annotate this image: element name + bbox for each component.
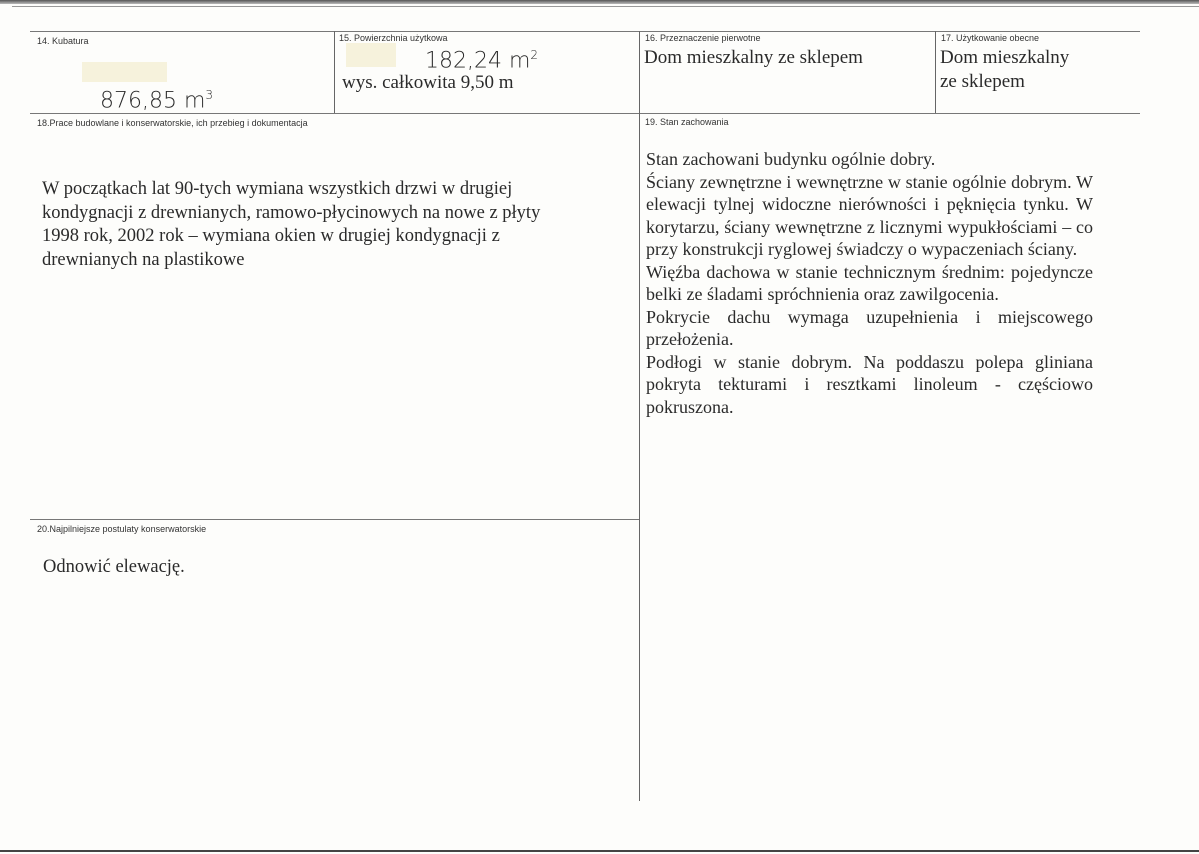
paragraph: Ściany zewnętrzne i wewnętrzne w stanie ogólnie dobrym. W elewacji tylnej widoczne nierówności i pęknięcia tynku. W korytarzu, ściany wewnętrzne z licznymi wypukłościami – co przy konstrukcji ryglowej świadczy o wypaczeniach ściany. — [646, 171, 1093, 259]
uzytkowanie-line-2: ze sklepem — [940, 71, 1025, 92]
field-label-powierzchnia: 15. Powierzchnia użytkowa — [339, 33, 448, 43]
paragraph: Stan zachowani budynku ogólnie dobry. — [646, 149, 936, 169]
field-label-prace: 18.Prace budowlane i konserwatorskie, ich przebieg i dokumentacja — [37, 118, 308, 128]
field-label-postulaty: 20.Najpilniejsze postulaty konserwatorskie — [37, 524, 207, 534]
uzytkowanie-line-1: Dom mieszkalny — [940, 47, 1070, 68]
row-divider — [30, 519, 639, 520]
postulaty-value: Odnowić elewację. — [43, 557, 185, 577]
text-line: 1998 rok, 2002 rok – wymiana okien w drugiej kondygnacji z — [42, 226, 500, 246]
field-label-stan: 19. Stan zachowania — [645, 117, 729, 127]
wysokosc: wys. całkowita 9,50 m — [342, 72, 514, 93]
field-label-uzytkowanie: 17. Użytkowanie obecne — [941, 33, 1040, 43]
column-divider — [639, 31, 640, 801]
scan-edge — [0, 0, 1199, 4]
scan-edge — [0, 850, 1199, 852]
text-line: drewnianych na plastikowe — [42, 249, 245, 270]
kubatura-value: 876,85 $m^3$ — [100, 88, 214, 114]
stan-text — [646, 148, 1093, 418]
paragraph: Więźba dachowa w stanie technicznym średnim: pojedyncze belki ze śladami spróchnienia oraz zawilgocenia. — [646, 261, 1093, 304]
text-line: W początkach lat 90-tych wymiana wszystkich drzwi w drugiej — [42, 179, 513, 199]
divider — [12, 6, 1199, 7]
text-line: kondygnacji z drewnianych, ramowo-płycinowych na nowe z płyty — [42, 202, 541, 223]
przeznaczenie-value: Dom mieszkalny ze sklepem — [644, 47, 863, 68]
table-top-border — [30, 31, 1140, 32]
column-divider — [935, 31, 936, 113]
powierzchnia-value: 182,24 $m^2$ — [425, 48, 539, 74]
field-label-kubatura: 14. Kubatura — [37, 36, 89, 46]
highlight — [346, 43, 396, 67]
column-divider — [334, 31, 335, 113]
paragraph: Pokrycie dachu wymaga uzupełnienia i miejscowego przełożenia. — [646, 306, 1093, 349]
prace-text — [42, 178, 540, 272]
paragraph: Podłogi w stanie dobrym. Na poddaszu polepa gliniana pokryta tekturami i resztkami linoleum - częściowo pokruszona. — [646, 351, 1093, 417]
highlight — [82, 62, 167, 82]
field-label-przeznaczenie: 16. Przeznaczenie pierwotne — [645, 33, 761, 43]
